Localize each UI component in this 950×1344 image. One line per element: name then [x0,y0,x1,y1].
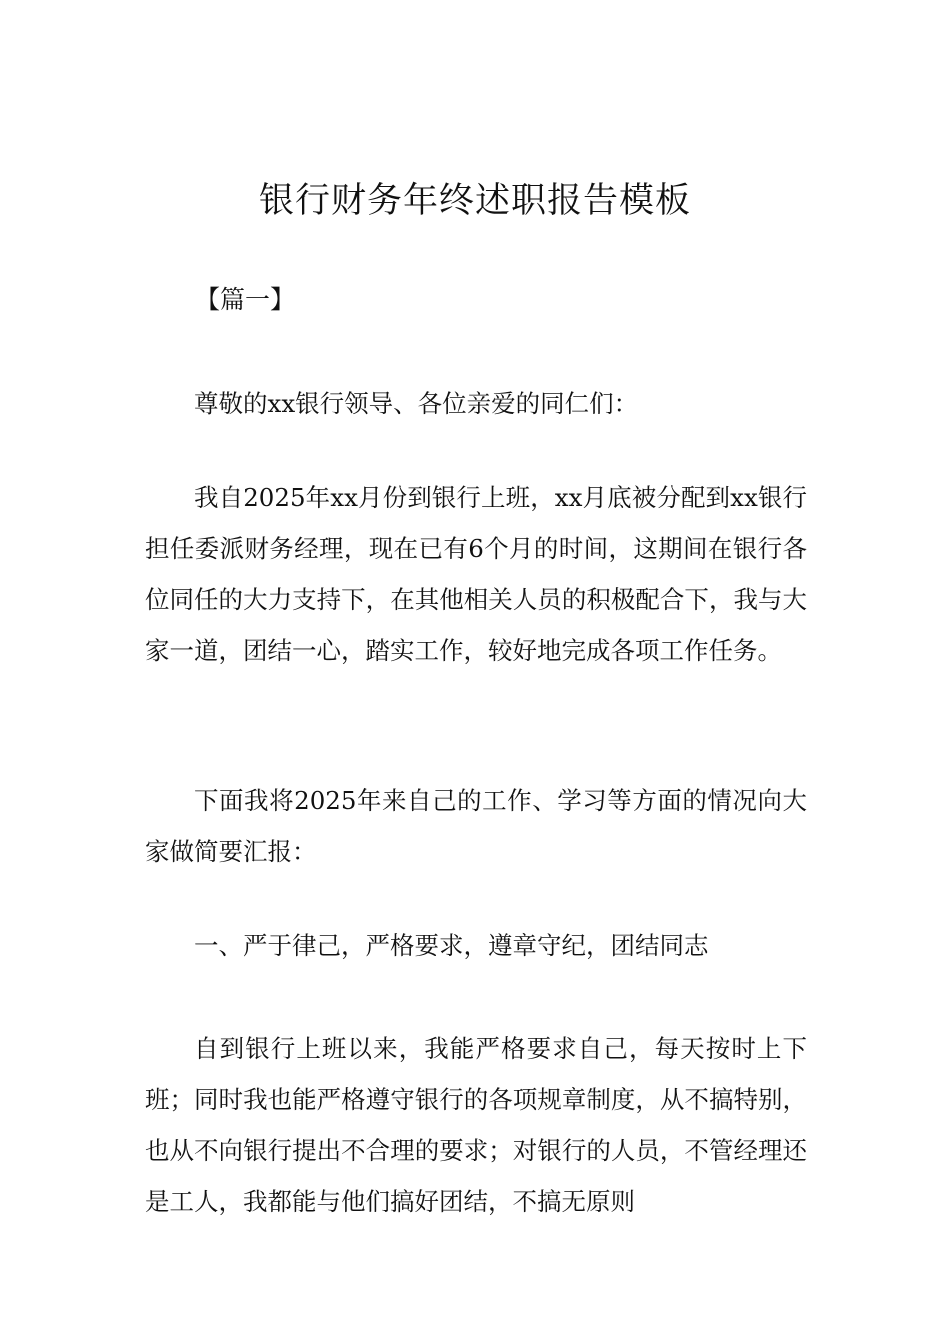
summary-intro-paragraph: 下面我将2025年来自己的工作、学习等方面的情况向大家做简要汇报： [145,786,807,866]
intro-paragraph: 我自2025年xx月份到银行上班，xx月底被分配到xx银行担任委派财务经理，现在已有6个月的时间，这期间在银行各位同任的大力支持下，在其他相关人员的积极配合下，我与大家一道，团结一心，踏实工作，较好地完成各项工作任务。 [145,483,807,665]
section-tag: 【篇一】 [195,285,296,314]
document-title: 银行财务年终述职报告模板 [258,181,691,221]
section-heading-1: 一、严于律己，严格要求，遵章守纪，团结同志 [194,931,709,960]
salutation-paragraph: 尊敬的xx银行领导、各位亲爱的同仁们： [194,389,639,418]
section-1-paragraph: 自到银行上班以来，我能严格要求自己，每天按时上下班；同时我也能严格遵守银行的各项规章制度，从不搞特别，也从不向银行提出不合理的要求；对银行的人员，不管经理还是工人，我都能与他们搞好团结，不搞无原则 [145,1034,807,1216]
